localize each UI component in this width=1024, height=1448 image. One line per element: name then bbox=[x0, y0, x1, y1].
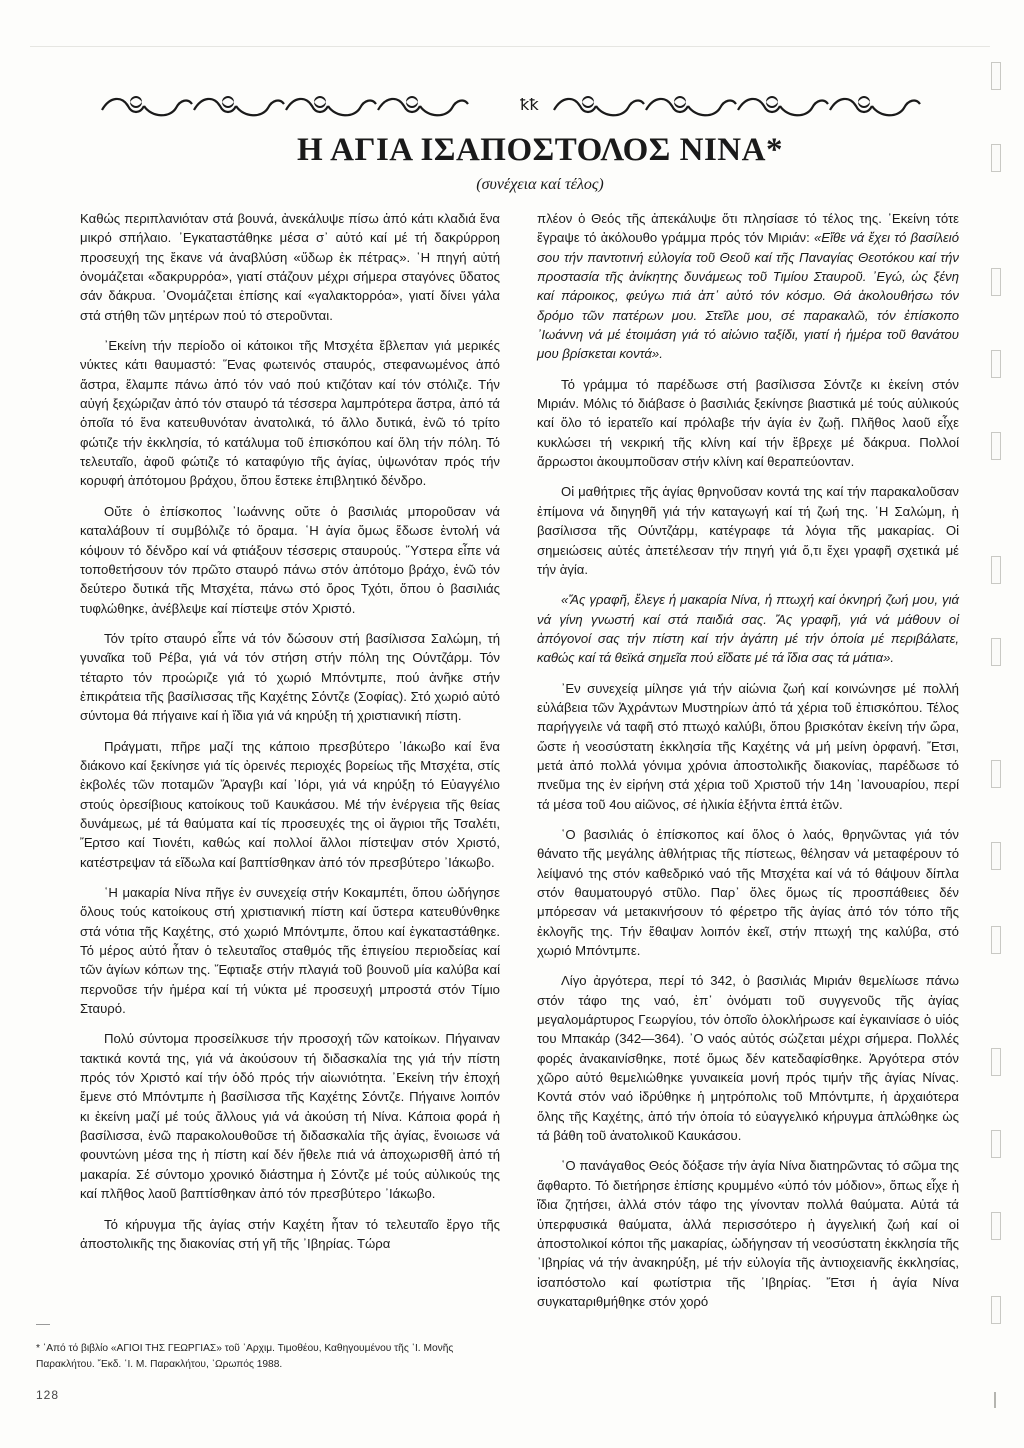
paragraph-text: πλέον ὁ Θεός τῆς ἀπεκάλυψε ὅτι πλησίασε τό τέλος της. ᾿Εκείνη τότε ἔγραψε τό ἀκόλουθο γράμμα πρός τόν Μιριάν: bbox=[537, 211, 959, 246]
paragraph: Πράγματι, πῆρε μαζί της κάποιο πρεσβύτερο ᾿Ιάκωβο καί ἕνα διάκονο καί ξεκίνησε γιά τίς ὀρεινές περιοχές βορείως τῆς Μτσχέτα, στίς ἐκβολές τῶν ποταμῶν Ἄραγβι καί ᾿Ιόρι, γιά νά κηρύξη τό Εὐαγγέλιο στούς ὀρεσίβιους κατοίκους τοῦ Καυκάσου. Μέ τήν ἐνέργεια τῆς θείας δυνάμεως, μέ τά θαύματα καί τίς προσευχές της οἱ ἄγριοι τῆς Τσαλέτι, Ἔρτσο καί Τιονέτι, καθώς καί πολλοί ἄλλοι πίστεψαν στόν Χριστό, κατέστρεψαν τά εἴδωλα καί βαπτίσθηκαν ἀπό τόν πρεσβύτερο ᾿Ιάκωβο. bbox=[80, 738, 500, 870]
margin-mark bbox=[994, 1392, 996, 1408]
svg-text:ꝁꝁ: ꝁꝁ bbox=[520, 95, 539, 114]
paragraph: ᾿Εν συνεχείᾳ μίλησε γιά τήν αἰώνια ζωή καί κοινώνησε μέ πολλή εὐλάβεια τῶν Ἀχράντων Μυστηρίων ἀπό τά χέρια τοῦ ἐπισκόπου. Τέλος παρήγγειλε νά ταφῆ στό πτωχό καλύβι, ὅπου βρισκόταν ἐκείνη τήν ὥρα, ὥστε ἡ νεοσύστατη ἐκκλησία τῆς Καχέτης νά μή μείνη ὀρφανή. Ἔτσι, μετά ἀπό πολλά γόνιμα χρόνια ἀποστολικῆς διακονίας, παρέδωσε τό πνεῦμα της ἐν εἰρήνη στά χέρια τοῦ Χριστοῦ τήν 14η ᾿Ιανουαρίου, περί τά μέσα τοῦ 4ου αἰῶνος, σέ ἡλικία ἑξήντα ἑπτά ἐτῶν. bbox=[537, 680, 959, 812]
margin-mark bbox=[991, 350, 1001, 378]
paragraph: Πολύ σύντομα προσείλκυσε τήν προσοχή τῶν κατοίκων. Πήγαιναν τακτικά κοντά της, γιά νά ἀκούσουν τή διδασκαλία της γιά τήν πίστη πρός τόν Χριστό καί τήν ὁδό πρός τήν αἰωνιότητα. ᾿Εκείνη τήν ἐποχή ἔμενε στό Μπόντμπε ἡ βασίλισσα τῆς Καχέτης Σόντζε. Πήγαινε λοιπόν κι ἐκείνη μαζί μέ τούς ἄλλους γιά νά ἀκούση τή Νίνα. Κάποια φορά ἡ βασίλισσα, ἐνῶ παρακολουθοῦσε τή διδασκαλία τῆς ἁγίας, ἔνοιωσε νά φουντώνη μέσα της ἡ πίστη καί δέν ἤθελε πιά νά ἀποχωρισθῆ ἀπό τή μακαρία. Σέ σύντομο χρονικό διάστημα ἡ Σόντζε μέ τούς αὐλικούς της καί πλῆθος λαοῦ βαπτίσθηκαν ἀπό τόν πρεσβύτερο ᾿Ιάκωβο. bbox=[80, 1031, 500, 1202]
decorative-ornament-band bbox=[100, 84, 962, 122]
margin-mark bbox=[991, 926, 1001, 954]
margin-mark bbox=[991, 1130, 1001, 1158]
margin-mark bbox=[991, 432, 1001, 460]
margin-mark bbox=[991, 842, 1001, 870]
margin-mark bbox=[991, 556, 1001, 584]
article-subtitle: (συνέχεια καί τέλος) bbox=[476, 176, 604, 193]
margin-mark bbox=[991, 1048, 1001, 1076]
paragraph: ᾿Εκείνη τήν περίοδο οἱ κάτοικοι τῆς Μτσχέτα ἔβλεπαν γιά μερικές νύκτες κάτι θαυμαστό: Ἕνας φωτεινός σταυρός, στεφανωμένος ἀπό ἄστρα, ἔλαμπε πάνω ἀπό τόν ναό πού κτιζόταν καί τόν στόλιζε. Τήν αὐγή ξεχώριζαν ἀπό τόν σταυρό τά τέσσερα λαμπρότερα ἄστρα, ἀπό τά ὁποῖα τό ἕνα κατευθυνόταν ἀνατολικά, τό ἄλλο δυτικά, ἐνῶ τό τρίτο φώτιζε τήν ἐκκλησία, τό κατάλυμα τοῦ ἐπισκόπου καί ὅλη τήν πόλη. Τό τελευταῖο, ἀφοῦ φώτιζε τό καταφύγιο τῆς ἁγίας, ὑψωνόταν πρός τήν κορυφή ἀπότομου βράχου, ὅπου ἔστεκε ἐπιβλητικό δένδρο. bbox=[80, 338, 500, 489]
paragraph: ῾Ο πανάγαθος Θεός δόξασε τήν ἁγία Νίνα διατηρῶντας τό σῶμα της ἄφθαρτο. Τό διετήρησε ἐπίσης κρυμμένο «ὑπό τόν μόδιον», ὅπως εἶχε ἡ ἴδια ζητήσει, ἀλλά στόν τάφο της γίνονταν πολλά θαύματα. Αὐτά τά ὑπερφυσικά θαύματα, ἀλλά περισσότερο ἡ ἀγγελική ζωή καί οἱ ἀποστολικοί κόποι τῆς μακαρίας, ὡδήγησαν τή νεοσύστατη ἐκκλησία τῆς ᾿Ιβηρίας νά τήν ἀνακηρύξη, μέ τήν εὐλογία τῆς ἀντιοχειανῆς ἐκκλησίας, ἰσαπόστολο καί φωτίστρια τῆς ᾿Ιβηρίας. Ἔτσι ἡ ἁγία Νίνα συγκαταριθμήθηκε στόν χορό bbox=[537, 1158, 959, 1309]
margin-mark bbox=[991, 144, 1001, 172]
margin-mark bbox=[991, 62, 1001, 90]
margin-mark bbox=[991, 638, 1001, 666]
quote-paragraph bbox=[537, 590, 959, 667]
paragraph: Τόν τρίτο σταυρό εἶπε νά τόν δώσουν στή βασίλισσα Σαλώμη, τή γυναῖκα τοῦ Ρέβα, γιά νά τόν στήση στήν πόλη της Ούντζάρμ. Τόν τέταρτο τόν προώριζε γιά τό χωριό Μπόντμπε, πού ἀνῆκε στήν ἐπικράτεια τῆς βασίλισσας τῆς Καχέτης Σόντζε (Σοφίας). Στό χωριό αὐτό σύντομα θά πήγαινε καί ἡ ἴδια γιά νά κηρύξη τή χριστιανική πίστη. bbox=[80, 630, 500, 724]
right-column bbox=[537, 209, 959, 1322]
margin-mark bbox=[991, 268, 1001, 296]
quote-text: «Ἄς γραφῆ, ἔλεγε ἡ μακαρία Νίνα, ἡ πτωχή καί ὀκνηρή ζωή μου, γιά νά γίνη γνωστή καί στά παιδιά σας. Ἄς γραφῆ, γιά νά μάθουν οἱ ἀπόγονοί σας τήν πίστη καί τήν ἀγάπη μέ τήν ὁποία μέ περιβάλατε, καθώς καί τά θεϊκά σημεῖα πού εἴδατε μέ τά ἴδια σας τά μάτια». bbox=[537, 592, 959, 666]
margin-mark bbox=[991, 1296, 1001, 1324]
paragraph: ῾Η μακαρία Νίνα πῆγε ἐν συνεχείᾳ στήν Κοκαμπέτι, ὅπου ὡδήγησε ὅλους τούς κατοίκους στή χριστιανική πίστη καί ὕστερα κατευθύνθηκε στά νότια τῆς Καχέτης, στό χωριό Μπόντμπε, ὅπου καί ἐγκαταστάθηκε. Τό μέρος αὐτό ἦταν ὁ τελευταῖος σταθμός τῆς ἐπιγείου περιοδείας καί τῶν ἁγίων κόπων της. Ἔφτιαξε στήν πλαγιά τοῦ βουνοῦ μία καλύβα καί περνοῦσε τήν ἡμέρα καί τή νύκτα μέ προσευχή μπροστά στόν Τίμιο Σταυρό. bbox=[80, 885, 500, 1017]
letter-quote: «Εἴθε νά ἔχει τό βασίλειό σου τήν παντοτινή εὐλογία τοῦ Θεοῦ καί τῆς Παναγίας Θεοτόκου καί τήν προστασία τῆς ἀνίκητης δυνάμεως τοῦ Τιμίου Σταυροῦ. ᾿Εγώ, ὡς ξένη καί πάροικος, φεύγω πιά ἀπ᾿ αὐτό τόν κόσμο. Θά ἀκολουθήσω τόν δρόμο τῶν πατέρων μου. Στεῖλε μου, σέ παρακαλῶ, τόν ἐπίσκοπο ᾿Ιωάννη νά μέ ἑτοιμάση γιά τό αἰώνιο ταξίδι, γιατί ἡ ἡμέρα τοῦ θανάτου μου βρίσκεται κοντά». bbox=[537, 230, 959, 362]
paragraph: Οὔτε ὁ ἐπίσκοπος ᾿Ιωάννης οὔτε ὁ βασιλιάς μποροῦσαν νά καταλάβουν τί συμβόλιζε τό ὅραμα. ῾Η ἁγία ὅμως ἔδωσε ἐντολή νά κόψουν τό δένδρο καί νά φτιάξουν τέσσερις σταυρούς. Ὕστερα εἶπε νά τοποθετήσουν τόν πρῶτο σταυρό πάνω στόν ἀπότομο βράχο, ἐνῶ τόν δεύτερο δυτικά τῆς Μτσχέτα, πάνω στό ὄρος Τχότι, ὅπου ὁ βασιλιάς τυφλώθηκε, ἀνέβλεψε καί πίστεψε στόν Χριστό. bbox=[80, 503, 500, 616]
paragraph: Οἱ μαθήτριες τῆς ἁγίας θρηνοῦσαν κοντά της καί τήν παρακαλοῦσαν ἐπίμονα νά διηγηθῆ γιά τήν καταγωγή καί τή ζωή της. ῾Η Σαλώμη, ἡ βασίλισσα τῆς Ούντζάρμ, κατέγραφε τά λόγια τῆς μακαρίας. Οἱ σημειώσεις αὐτές ἀπετέλεσαν τήν πηγή γιά ὅ,τι ἔχει γραφῆ σχετικά μέ τήν ἁγία. bbox=[537, 484, 959, 577]
paragraph: ῾Ο βασιλιάς ὁ ἐπίσκοπος καί ὅλος ὁ λαός, θρηνῶντας γιά τόν θάνατο τῆς μεγάλης ἀθλήτριας τῆς πίστεως, θέλησαν νά μεταφέρουν τό λείψανό της στόν καθεδρικό ναό τῆς Μτσχέτα καί νά τό θάψουν δίπλα στόν θαυματουργό στῦλο. Παρ᾿ ὅλες ὅμως τίς προσπάθειες δέν μπόρεσαν νά μετακινήσουν τό φέρετρο τῆς ἁγίας ἀπό τόν τόπο τῆς ἐκλογῆς της. Τήν ἔθαψαν λοιπόν ἐκεῖ, στήν πτωχή της καλύβα, στό χωριό Μπόντμπε. bbox=[537, 826, 959, 959]
footnote: * ᾿Από τό βιβλίο «ΑΓΙΟΙ ΤΗΣ ΓΕΩΡΓΙΑΣ» τοῦ ᾿Αρχιμ. Τιμοθέου, Καθηγουμένου τῆς ῾Ι. Μονῆς Παρακλήτου. ῎Εκδ. ῾Ι. Μ. Παρακλήτου, ᾿Ωρωπός 1988. bbox=[36, 1343, 454, 1370]
margin-mark bbox=[991, 1212, 1001, 1240]
paragraph bbox=[537, 209, 959, 364]
paragraph: Τό κήρυγμα τῆς ἁγίας στήν Καχέτη ἦταν τό τελευταῖο ἔργο τῆς ἀποστολικῆς της διακονίας στή γῆ τῆς ᾿Ιβηρίας. Τώρα bbox=[80, 1216, 500, 1251]
margin-mark bbox=[991, 760, 1001, 788]
footnote-rule bbox=[36, 1324, 50, 1325]
page-number: 128 bbox=[36, 1388, 60, 1402]
left-column bbox=[80, 209, 500, 1264]
paragraph: Λίγο ἀργότερα, περί τό 342, ὁ βασιλιάς Μιριάν θεμελίωσε πάνω στόν τάφο της ναό, ἐπ᾿ ὀνόματι τοῦ συγγενοῦς τῆς ἁγίας μεγαλομάρτυρος Γεωργίου, τόν ὁποῖο ὁλοκλήρωσε καί ἐγκαινίασε ὁ υἱός του Μπακάρ (342—364). ᾿Ο ναός αὐτός σώζεται μέχρι σήμερα. Πολλές φορές ἀνακαινίσθηκε, ποτέ ὅμως δέν κατεδαφίσθηκε. Ἀργότερα στόν χῶρο αὐτό θεμελιώθηκε γυναικεία μονή πρός τιμήν τῆς ἁγίας Νίνας. Κοντά στόν ναό ἱδρύθηκε ἡ μητρόπολις τοῦ Μπόντμπε, ἡ ἀρχαιότερα ὅλης τῆς Καχέτης, ἀπό τήν ὁποία τό εὐαγγελικό κήρυγμα ἁπλώθηκε ὡς τά βάθη τοῦ ἀνατολικοῦ Καυκάσου. bbox=[537, 973, 959, 1144]
paragraph: Τό γράμμα τό παρέδωσε στή βασίλισσα Σόντζε κι ἐκείνη στόν Μιριάν. Μόλις τό διάβασε ὁ βασιλιάς ξεκίνησε βιαστικά μέ τούς αὐλικούς καί ὅλο τό ἱερατεῖο καί πρόλαβε τήν ἁγία ἐν ζωῇ. Πλῆθος λαοῦ εἶχε κυκλώσει τή νεκρική τῆς κλίνη καί τήν ἔβρεχε μέ δάκρυα. Πολλοί ἄρρωστοι ἀκουμποῦσαν στήν κλίνη καί θεραπεύονταν. bbox=[537, 376, 959, 470]
article-title: Η ΑΓΙΑ ΙΣΑΠΟΣΤΟΛΟΣ ΝΙΝΑ* bbox=[297, 132, 783, 168]
top-rule bbox=[30, 46, 990, 47]
paragraph: Καθώς περιπλανιόταν στά βουνά, ἀνεκάλυψε πίσω ἀπό κάτι κλαδιά ἕνα μικρό σπήλαιο. ᾿Εγκαταστάθηκε μέσα σ᾿ αὐτό καί μέ τή δακρύρροη προσευχή της ἔκανε νά ἀναβλύση «ὕδωρ ἐκ πέτρας». ῾Η πηγή αὐτή ὀνομάζεται «δακρυρρόα», γιατί στάζουν μέχρι σήμερα σταγόνες ὕδατος σάν δάκρυα. ᾿Ονομάζεται ἐπίσης καί «γαλακτορρόα», γιατί δίνει γάλα στά στήθη τῶν μητέρων πού τό στεροῦνται. bbox=[80, 211, 500, 323]
